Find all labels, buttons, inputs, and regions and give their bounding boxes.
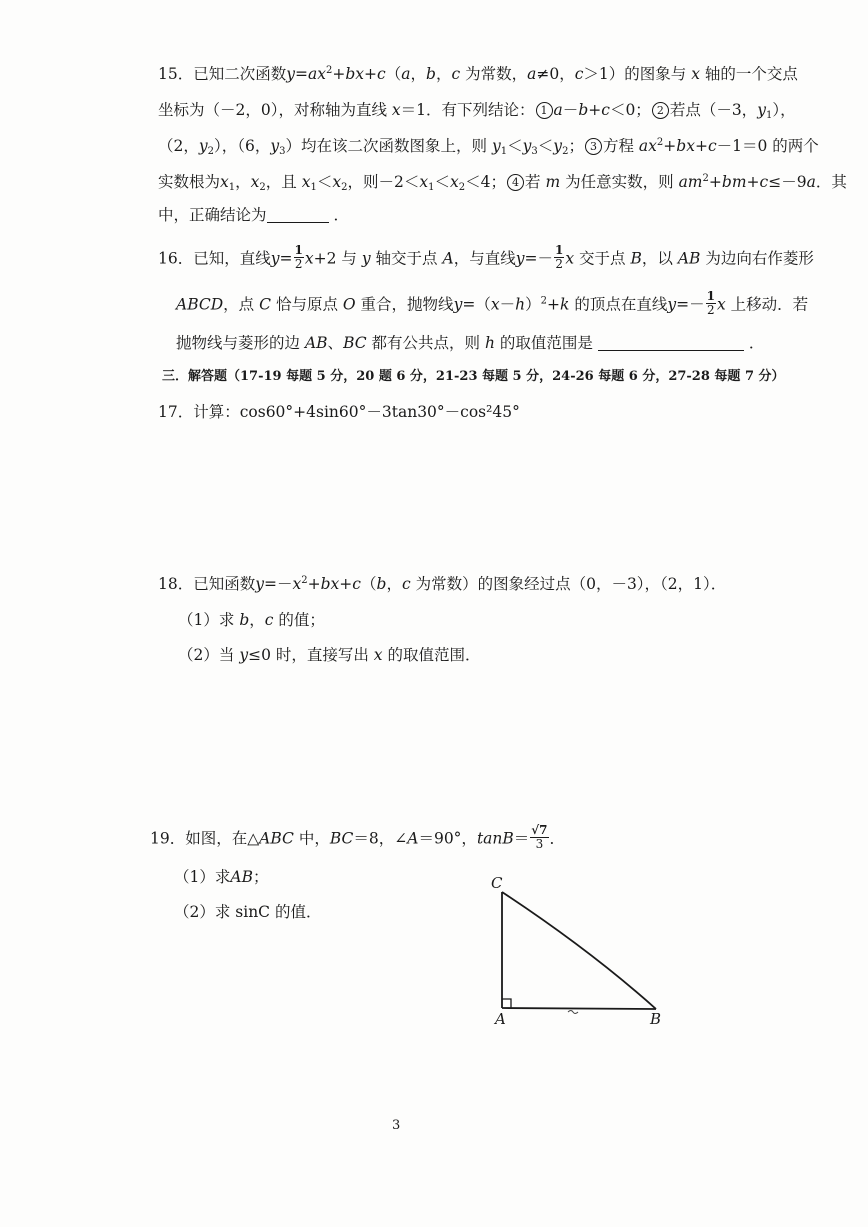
q15-line-5: 中，正确结论为 ．: [158, 206, 349, 224]
side-cb: [502, 892, 656, 1009]
q16-line-3: 抛物线与菱形的边 AB、BC 都有公共点，则 h 的取值范围是 ．: [176, 334, 765, 352]
q18-part-2: （2）当 y≤0 时，直接写出 x 的取值范围．: [178, 646, 481, 664]
page-number: 3: [392, 1118, 401, 1133]
q15-answer-blank[interactable]: [267, 222, 329, 223]
right-angle-mark: [502, 999, 511, 1008]
vertex-label-b: B: [650, 1010, 662, 1028]
circled-4: 4: [507, 174, 524, 191]
q19-part-2: （2）求 sinC 的值．: [174, 903, 322, 921]
circled-1: 1: [536, 102, 553, 119]
q17-line: 17．计算：cos60°+4sin60°－3tan30°－cos²45°: [158, 403, 520, 421]
vertex-label-c: C: [491, 874, 503, 892]
vertex-label-a: A: [495, 1010, 506, 1028]
side-ab: [502, 1008, 656, 1009]
q19-part-1: （1）求AB；: [174, 868, 269, 886]
q15-line-4: 实数根为$x_1$，$x_2$，且 $x_1<x_2$，则$-2<x_1<x_2<4$； 4 若 m 为任意实数，则 $am^2+bm+c\le-9a$．其: [158, 173, 847, 193]
q15-line-2: 坐标为（－2，0），对称轴为直线 x＝1．有下列结论： 1 a－b+c＜0； 2 若点（－3，$y_1$），: [158, 101, 796, 121]
q19-line-1: 19．如图，在△ABC 中，BC＝8，∠A＝90°，tanB＝ $\frac{√7}{3}$ ．: [150, 823, 566, 851]
q16-answer-blank[interactable]: [598, 350, 744, 351]
q18-line-1: 18．已知函数$y=-x^2+bx+c(b$，c 为常数）的图象经过点（0，－3），（2，1）．: [158, 575, 727, 593]
circled-2: 2: [652, 102, 669, 119]
q16-line-2: ABCD，点 C 恰与原点 O 重合，抛物线$y=(x-h)^2+k$ 的顶点在直线y=－ $\frac{1}{2}$ x 上移动．若: [176, 289, 809, 317]
q15-line-3: （2，$y_2$），（6，$y_3$）均在该二次函数图象上，则 $y_1<y_3<y_2$； 3 方程 $ax^2+bx+c-1=0$ 的两个: [158, 137, 819, 157]
triangle-abc-figure: [480, 870, 680, 1030]
q15-line-1: 15．已知二次函数$y=ax^2+bx+c(a$，b，c 为常数，a≠0，c＞1）的图象与 x 轴的一个交点: [158, 65, 798, 83]
section-3-heading: 三．解答题（17-19 每题 5 分，20 题 6 分，21-23 每题 5 分，24-26 每题 6 分，27-28 每题 7 分）: [162, 369, 785, 384]
stray-pen-mark: [568, 1011, 578, 1014]
circled-3: 3: [585, 138, 602, 155]
q16-line-1: 16．已知，直线y= $\frac{1}{2}$ x+2 与 y 轴交于点 A，与直线y=－ $\frac{1}{2}$ x 交于点 B，以 AB 为边向右作菱形: [158, 243, 814, 271]
q18-part-1: （1）求 b，c 的值；: [178, 611, 325, 629]
